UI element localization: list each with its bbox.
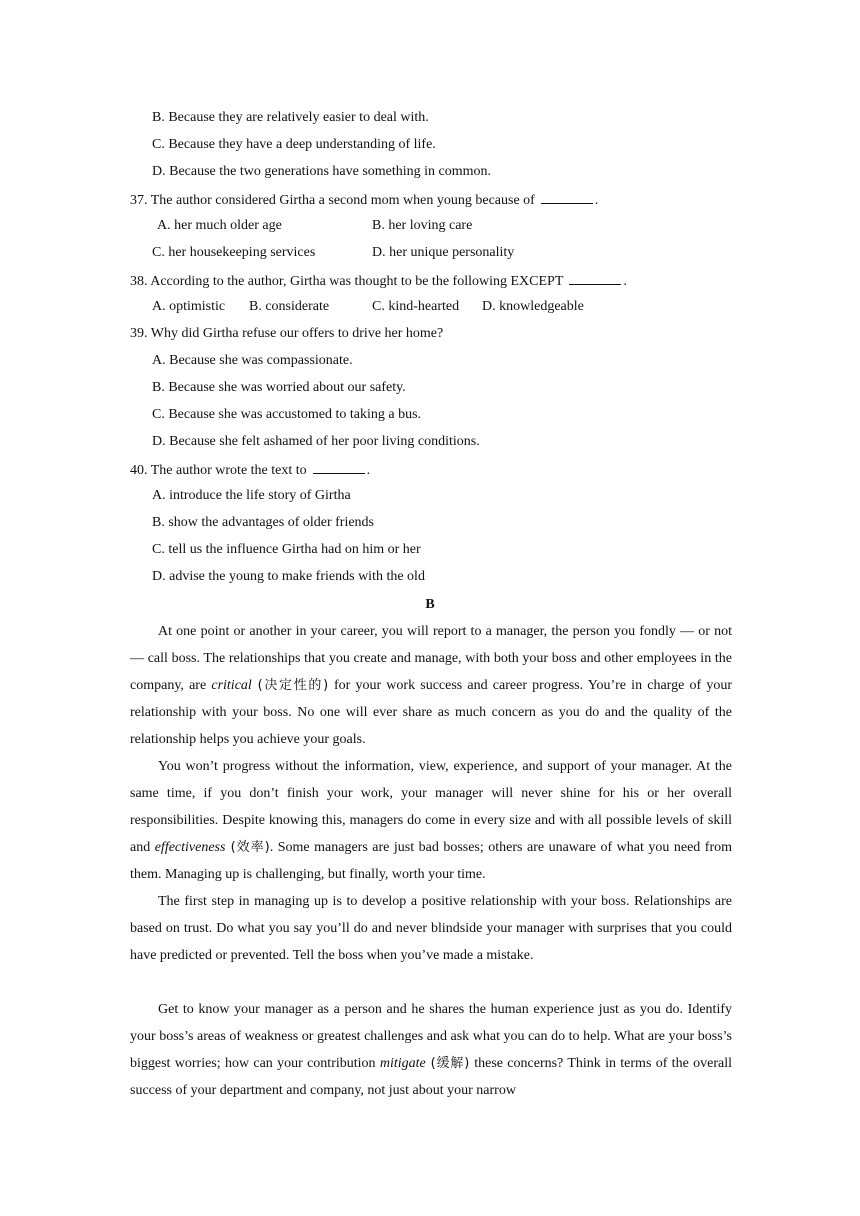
section-heading: B bbox=[425, 597, 435, 612]
q36-option-d: D. Because the two generations have something in common. bbox=[152, 164, 492, 179]
passage-paragraph-3: The first step in managing up is to develop a positive relationship with your boss. Relationships are based on trust. Do what you say you’ll do and never blindside your manager with surprises that you could have predicted or prevented. Tell the boss when you’ve made a mistake. bbox=[130, 894, 732, 963]
q40-option-c: C. tell us the influence Girtha had on him or her bbox=[152, 542, 421, 557]
q38-option-c: C. kind-hearted bbox=[372, 299, 460, 314]
q40-option-b: B. show the advantages of older friends bbox=[152, 515, 374, 530]
p4-text-b: these concerns? Think in terms of the overall success of your department and company, not just about your narrow bbox=[130, 1056, 732, 1098]
q37-stem bbox=[130, 191, 598, 209]
q39-option-b: B. Because she was worried about our safety. bbox=[152, 380, 406, 395]
q37-option-a: A. her much older age bbox=[157, 218, 282, 233]
q40-option-a: A. introduce the life story of Girtha bbox=[152, 488, 351, 503]
q38-option-b: B. considerate bbox=[249, 299, 330, 314]
q39-option-d: D. Because she felt ashamed of her poor living conditions. bbox=[152, 434, 480, 449]
q38-option-a: A. optimistic bbox=[152, 299, 226, 314]
q38-stem-text: 38. According to the author, Girtha was thought to be the following EXCEPT bbox=[130, 274, 564, 289]
p2-term: effectiveness bbox=[154, 840, 226, 855]
q37-option-b: B. her loving care bbox=[372, 218, 473, 233]
q38-stem bbox=[130, 272, 627, 290]
p1-gloss: (决定性的) bbox=[251, 678, 334, 693]
q38-period: . bbox=[623, 274, 627, 289]
p2-gloss: (效率) bbox=[225, 840, 270, 855]
q38-option-d: D. knowledgeable bbox=[482, 299, 584, 314]
q37-stem-text: 37. The author considered Girtha a second mom when young because of bbox=[130, 193, 535, 208]
q36-option-c: C. Because they have a deep understanding of life. bbox=[152, 137, 436, 152]
q39-stem: 39. Why did Girtha refuse our offers to drive her home? bbox=[130, 326, 444, 341]
q40-period: . bbox=[366, 463, 371, 478]
p1-term: critical bbox=[211, 678, 252, 693]
p4-text-a: Get to know your manager as a person and he shares the human experience just as you do. Identify your boss’s areas of weakness or greatest challenges and ask what you can do to help. What are your boss’s biggest worries; how can your contribution bbox=[130, 1002, 732, 1071]
q40-stem bbox=[130, 461, 370, 479]
q36-option-b: B. Because they are relatively easier to deal with. bbox=[152, 110, 429, 125]
p1-text-b: for your work success and career progress. You’re in charge of your relationship with your boss. No one will ever share as much concern as you do and the quality of the relationship helps you achieve your goals. bbox=[130, 678, 732, 747]
q37-option-d: D. her unique personality bbox=[372, 245, 515, 260]
q37-period: . bbox=[594, 193, 599, 208]
q39-option-a: A. Because she was compassionate. bbox=[152, 353, 353, 368]
answer-blank bbox=[569, 272, 621, 285]
q37-option-c: C. her housekeeping services bbox=[152, 245, 316, 260]
passage-paragraph-1 bbox=[130, 618, 732, 753]
q40-option-d: D. advise the young to make friends with the old bbox=[152, 569, 425, 584]
q39-option-c: C. Because she was accustomed to taking a bus. bbox=[152, 407, 422, 422]
p4-term: mitigate bbox=[379, 1056, 426, 1071]
passage-paragraph-2 bbox=[130, 753, 732, 888]
p2-text-b: . Some managers are just bad bosses; others are unaware of what you need from them. Managing up is challenging, but finally, worth your time. bbox=[130, 840, 732, 882]
answer-blank bbox=[313, 461, 365, 474]
p2-text-a: You won’t progress without the information, view, experience, and support of your manager. At the same time, if you don’t finish your work, your manager will never shine for his or her overall responsibilities. Despite knowing this, managers do come in every size and with all possible levels of skill and bbox=[130, 759, 732, 855]
passage-paragraph-4 bbox=[130, 996, 732, 1104]
p4-gloss: (缓解) bbox=[425, 1056, 475, 1071]
answer-blank bbox=[541, 191, 593, 204]
q40-stem-text: 40. The author wrote the text to bbox=[130, 463, 307, 478]
p1-text-a: At one point or another in your career, you will report to a manager, the person you fondly — or not — call boss. The relationships that you create and manage, with both your boss and other employees in the company, are bbox=[130, 624, 732, 693]
